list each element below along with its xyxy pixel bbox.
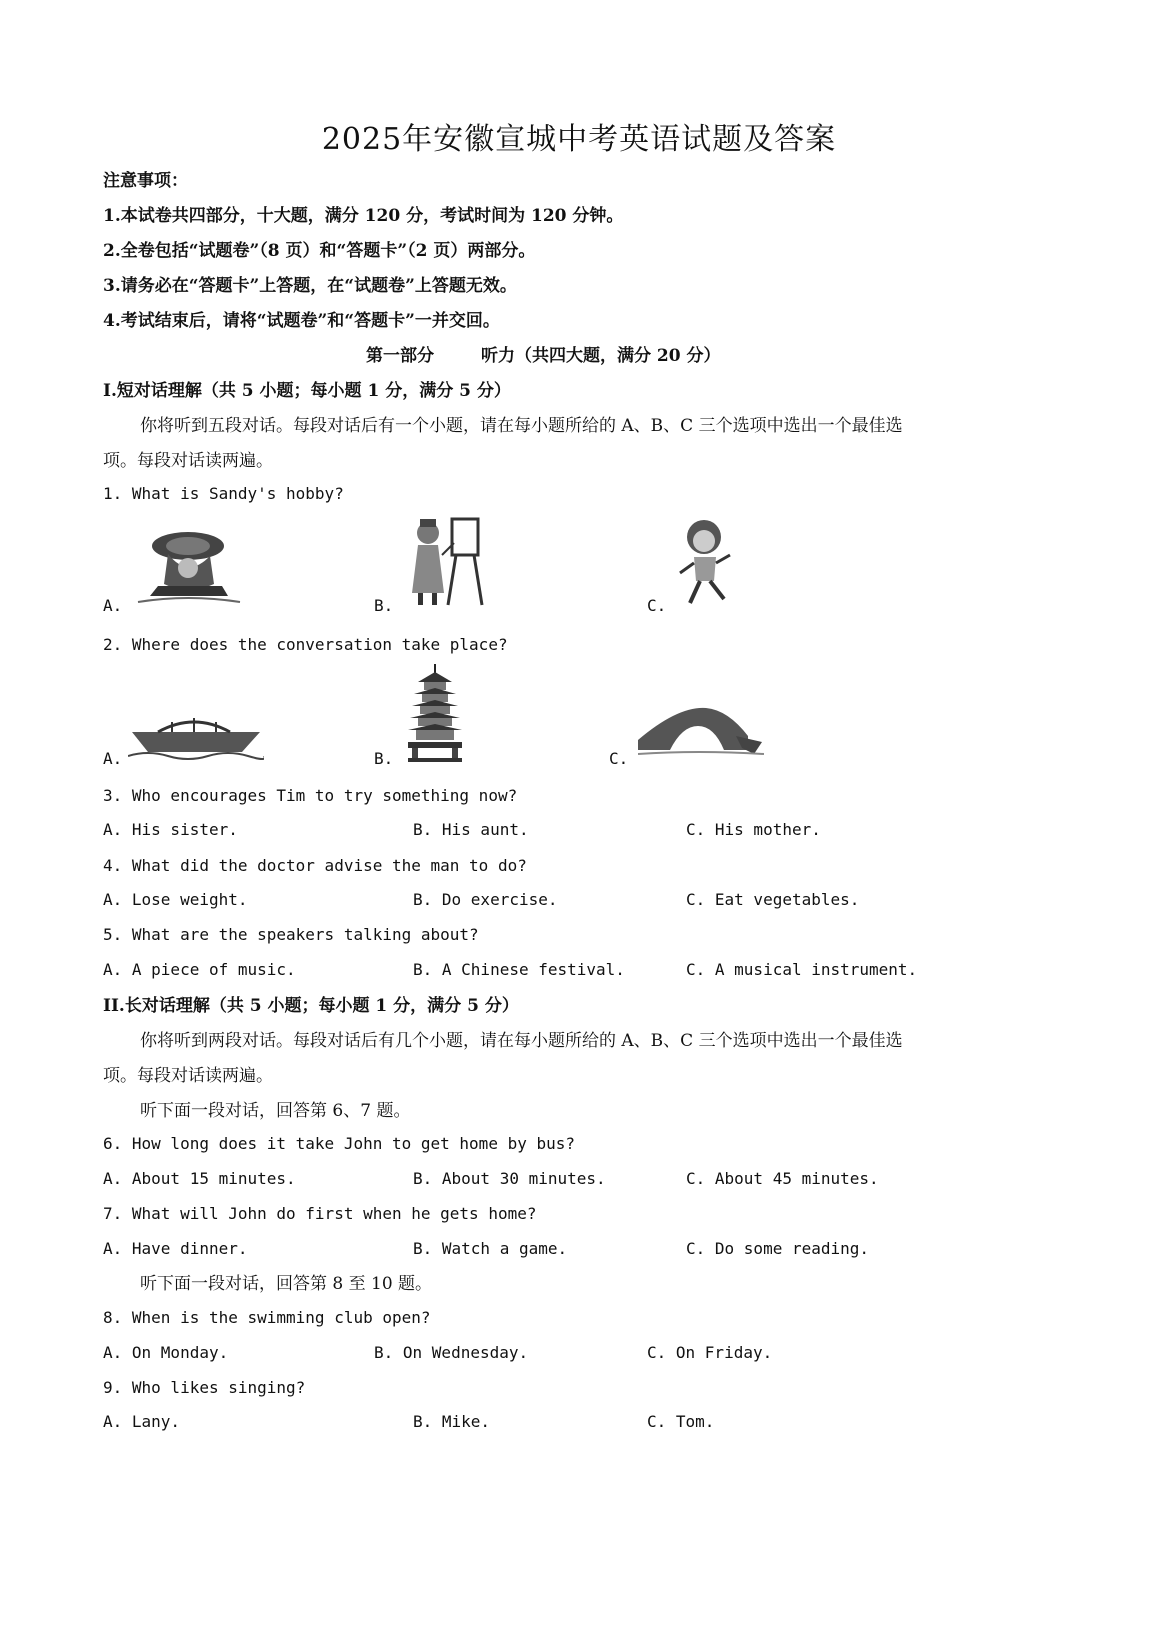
question-text: 6. How long does it take John to get home by bus? bbox=[103, 1134, 576, 1153]
option-a: A. bbox=[103, 596, 123, 615]
question-text: 2. Where does the conversation take place? bbox=[103, 635, 508, 654]
section-instructions: 项。每段对话读两遍。 bbox=[103, 451, 273, 471]
option-b: B. bbox=[374, 596, 394, 615]
option-b: B. Watch a game. bbox=[413, 1239, 568, 1258]
question-text: 3. Who encourages Tim to try something now? bbox=[103, 786, 518, 805]
question-text: 8. When is the swimming club open? bbox=[103, 1308, 431, 1327]
option-c: C. A musical instrument. bbox=[686, 960, 918, 979]
option-a: A. About 15 minutes. bbox=[103, 1169, 296, 1188]
option-b: B. bbox=[374, 749, 394, 768]
option-a: A. A piece of music. bbox=[103, 960, 296, 979]
section-instructions: 你将听到两段对话。每段对话后有几个小题，请在每小题所给的 A、B、C 三个选项中选出一个最佳选 bbox=[140, 1031, 903, 1051]
pagoda-picture bbox=[404, 664, 466, 762]
question-text: 1. What is Sandy's hobby? bbox=[103, 484, 344, 503]
question-text: 7. What will John do first when he gets home? bbox=[103, 1204, 537, 1223]
question-text: 4. What did the doctor advise the man to do? bbox=[103, 856, 527, 875]
section-title: I.短对话理解（共 5 小题；每小题 1 分，满分 5 分） bbox=[103, 381, 511, 401]
option-a: A. On Monday. bbox=[103, 1343, 229, 1362]
section-title: II.长对话理解（共 5 小题；每小题 1 分，满分 5 分） bbox=[103, 996, 519, 1016]
notes-item: 2.全卷包括“试题卷”（8 页）和“答题卡”（2 页）两部分。 bbox=[103, 241, 536, 261]
bridge-picture bbox=[638, 700, 764, 760]
dialogue-note: 听下面一段对话，回答第 6、7 题。 bbox=[140, 1101, 411, 1121]
option-a: A. Have dinner. bbox=[103, 1239, 248, 1258]
option-b: B. About 30 minutes. bbox=[413, 1169, 606, 1188]
notes-item: 3.请务必在“答题卡”上答题，在“试题卷”上答题无效。 bbox=[103, 276, 517, 296]
boat-picture bbox=[128, 710, 264, 760]
option-b: B. Mike. bbox=[413, 1412, 491, 1431]
part-label: 第一部分 bbox=[366, 346, 434, 366]
part-title: 听力（共四大题，满分 20 分） bbox=[481, 346, 721, 366]
option-b: B. A Chinese festival. bbox=[413, 960, 625, 979]
section-instructions: 你将听到五段对话。每段对话后有一个小题，请在每小题所给的 A、B、C 三个选项中选出一个最佳选 bbox=[140, 416, 903, 436]
option-b: B. Do exercise. bbox=[413, 890, 558, 909]
option-c: C. About 45 minutes. bbox=[686, 1169, 879, 1188]
painting-girl-picture bbox=[402, 515, 492, 611]
option-c: C. bbox=[647, 596, 667, 615]
reading-girl-picture bbox=[128, 524, 248, 610]
option-b: B. On Wednesday. bbox=[374, 1343, 529, 1362]
notes-item: 1.本试卷共四部分，十大题，满分 120 分，考试时间为 120 分钟。 bbox=[103, 206, 624, 226]
running-boy-picture bbox=[672, 515, 744, 611]
option-a: A. Lose weight. bbox=[103, 890, 248, 909]
option-c: C. Do some reading. bbox=[686, 1239, 870, 1258]
question-text: 9. Who likes singing? bbox=[103, 1378, 306, 1397]
question-text: 5. What are the speakers talking about? bbox=[103, 925, 479, 944]
option-b: B. His aunt. bbox=[413, 820, 529, 839]
page-title: 2025年安徽宣城中考英语试题及答案 bbox=[321, 122, 837, 157]
option-c: C. On Friday. bbox=[647, 1343, 773, 1362]
notes-heading: 注意事项： bbox=[103, 171, 188, 191]
notes-item: 4.考试结束后，请将“试题卷”和“答题卡”一并交回。 bbox=[103, 311, 500, 331]
option-c: C. bbox=[609, 749, 629, 768]
option-c: C. Tom. bbox=[647, 1412, 715, 1431]
option-a: A. bbox=[103, 749, 123, 768]
section-instructions: 项。每段对话读两遍。 bbox=[103, 1066, 273, 1086]
option-c: C. His mother. bbox=[686, 820, 821, 839]
dialogue-note: 听下面一段对话，回答第 8 至 10 题。 bbox=[140, 1274, 433, 1294]
option-a: A. His sister. bbox=[103, 820, 238, 839]
option-a: A. Lany. bbox=[103, 1412, 181, 1431]
option-c: C. Eat vegetables. bbox=[686, 890, 860, 909]
